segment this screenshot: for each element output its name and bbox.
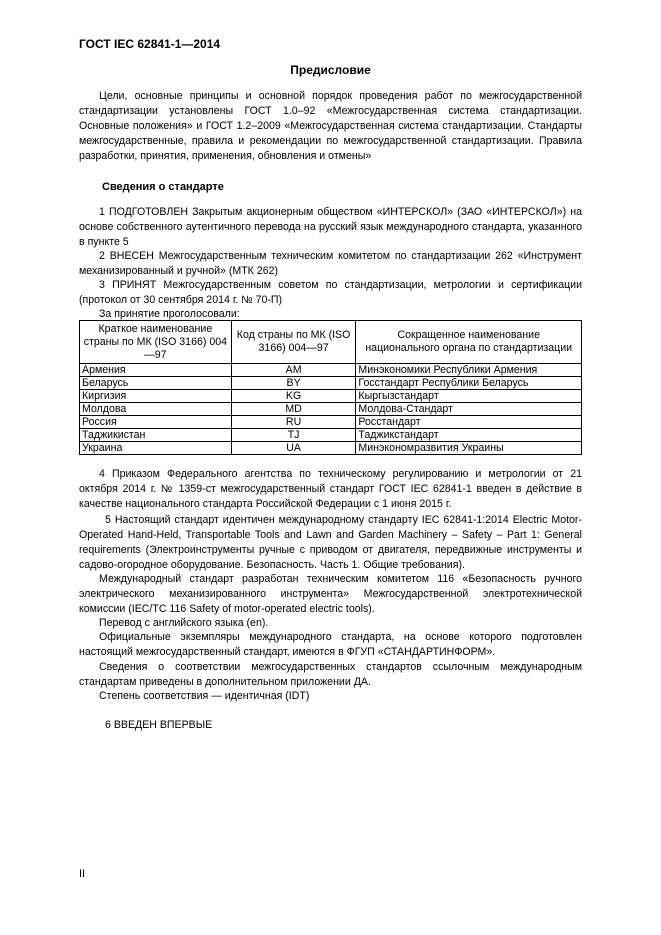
standards-body-cell: Кыргызстандарт	[356, 390, 582, 403]
country-code-cell: RU	[231, 416, 356, 429]
standards-body-cell: Молдова-Стандарт	[356, 403, 582, 416]
table-row	[80, 390, 582, 403]
section-title: Сведения о стандарте	[102, 181, 224, 193]
country-name-cell: Беларусь	[80, 377, 232, 390]
table-header-body: Сокращенное наименование национального органа по стандартизации	[356, 321, 582, 364]
official-copies-paragraph: Официальные экземпляры международного стандарта, на основе которого подготовлен настоящий межгосударственный стандарт, имеются в ФГУП «СТАНДАРТИНФОРМ».	[79, 631, 582, 658]
table-row	[80, 416, 582, 429]
intro-paragraph: Цели, основные принципы и основной порядок проведения работ по межгосударственной стандартизации установлены ГОСТ 1.0–92 «Межгосударственная система стандартизации. Основные положения» и ГОСТ 1.2–2009 «Межгосударственная система стандартизации. Стандарты межгосударственные, правила и рекомендации по межгосударственной стандартизации. Правила разработки, принятия, применения, обновления и отмены»	[79, 90, 582, 162]
vote-intro: За принятие проголосовали:	[99, 308, 240, 320]
document-code-header: ГОСТ IEC 62841-1—2014	[79, 37, 221, 51]
country-name-cell: Молдова	[80, 403, 232, 416]
country-code-cell: MD	[231, 403, 356, 416]
table-row	[80, 377, 582, 390]
country-code-cell: TJ	[231, 429, 356, 442]
standards-body-cell: Росстандарт	[356, 416, 582, 429]
references-paragraph: Сведения о соответствии межгосударственных стандартов ссылочным международным стандартам приведены в дополнительном приложении ДА.	[79, 661, 582, 688]
table-row	[80, 442, 582, 455]
country-name-cell: Россия	[80, 416, 232, 429]
item-6-paragraph: 6 ВВЕДЕН ВПЕРВЫЕ	[105, 719, 213, 731]
item-1-paragraph: 1 ПОДГОТОВЛЕН Закрытым акционерным обществом «ИНТЕРСКОЛ» (ЗАО «ИНТЕРСКОЛ») на основе собственного аутентичного перевода на русский язык международного стандарта, указанного в пункте 5	[79, 206, 582, 248]
page-number: II	[79, 868, 86, 880]
standards-body-cell: Госстандарт Республики Беларусь	[356, 377, 582, 390]
degree-paragraph: Степень соответствия — идентичная (IDT)	[99, 690, 310, 702]
country-code-cell: UA	[231, 442, 356, 455]
table-row	[80, 429, 582, 442]
country-name-cell: Армения	[80, 364, 232, 377]
countries-table	[79, 320, 582, 455]
standards-body-cell: Таджикстандарт	[356, 429, 582, 442]
table-row	[80, 403, 582, 416]
page-title: Предисловие	[290, 63, 371, 77]
country-name-cell: Киргизия	[80, 390, 232, 403]
committee-paragraph: Международный стандарт разработан техническим комитетом 116 «Безопасность ручного электрического механизированного инструмента» Межгосударственной электротехнической комиссии (IEC/TC 116 Safety of motor-operated electric tools).	[79, 573, 582, 615]
country-name-cell: Таджикистан	[80, 429, 232, 442]
standards-body-cell: Минэкономики Республики Армения	[356, 364, 582, 377]
country-name-cell: Украина	[80, 442, 232, 455]
table-header-country: Краткое наименование страны по МК (ISO 3166) 004—97	[80, 321, 232, 364]
standards-body-cell: Минэкономразвития Украины	[356, 442, 582, 455]
item-2-paragraph: 2 ВНЕСЕН Межгосударственным техническим комитетом по стандартизации 262 «Инструмент механизированный и ручной» (МТК 262)	[79, 250, 582, 277]
country-code-cell: AM	[231, 364, 356, 377]
table-header-code: Код страны по МК (ISO 3166) 004—97	[231, 321, 356, 364]
item-3-paragraph: 3 ПРИНЯТ Межгосударственным советом по стандартизации, метрологии и сертификации (протокол от 30 сентября 2014 г. № 70-П)	[79, 279, 582, 306]
translation-paragraph: Перевод с английского языка (en).	[99, 617, 269, 629]
item-4-paragraph: 4 Приказом Федерального агентства по техническому регулированию и метрологии от 21 октября 2014 г. № 1359-ст межгосударственный стандарт ГОСТ IEC 62841-1 введен в действие в качестве национального стандарта Российской Федерации с 1 июня 2015 г.	[79, 468, 582, 510]
item-5-paragraph: 5 Настоящий стандарт идентичен международному стандарту IEC 62841-1:2014 Electric Motor-Operated Hand-Held, Transportable Tools and Lawn and Garden Machinery – Safety – Part 1: General requirements (Электроинструменты ручные с приводом от двигателя, передвижные инструменты и садово-огородное оборудование. Безопасность. Часть 1. Общие требования).	[79, 514, 582, 571]
country-code-cell: KG	[231, 390, 356, 403]
table-row	[80, 364, 582, 377]
country-code-cell: BY	[231, 377, 356, 390]
table-header-row	[80, 321, 582, 364]
